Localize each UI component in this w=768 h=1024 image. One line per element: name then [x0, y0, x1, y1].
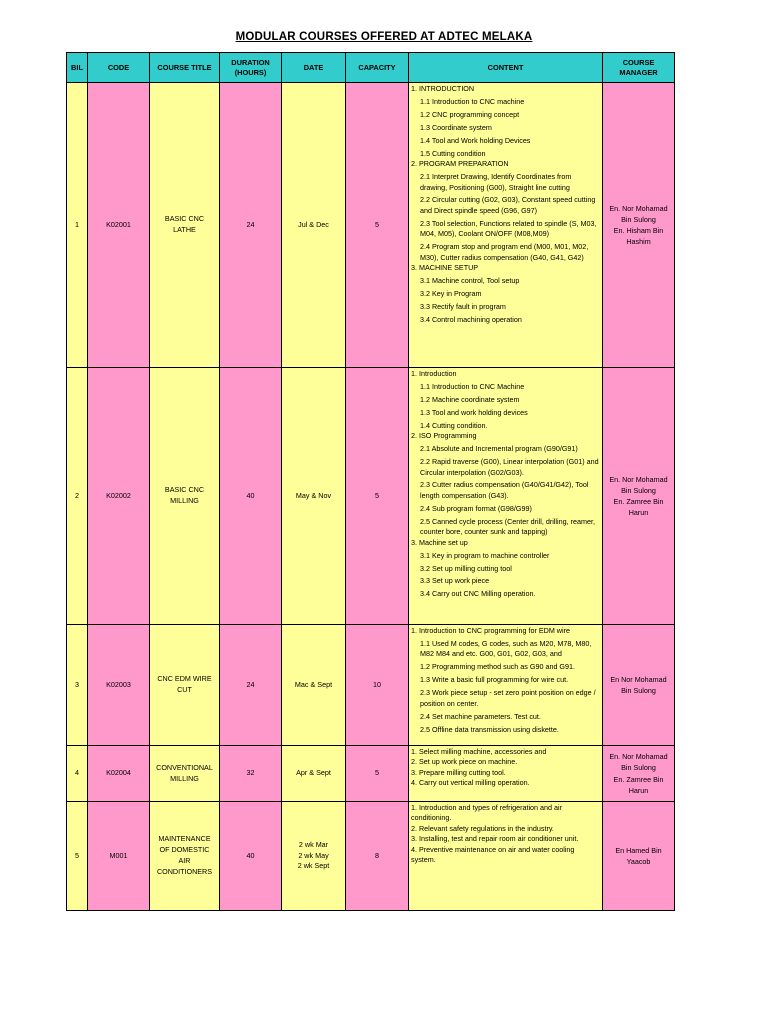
cell-course-manager	[603, 625, 675, 746]
table-row	[67, 746, 675, 802]
content-item: 1.1 Introduction to CNC Machine	[420, 381, 525, 391]
table-row	[67, 802, 675, 911]
cell-course-manager	[603, 83, 675, 368]
content-item: 1. Select milling machine, accessories and	[411, 747, 547, 756]
content-item: 2.3 Tool selection, Functions related to spindle (S, M03, M04, M05), Coolant ON/OFF (M08,M09)	[420, 218, 597, 239]
cell-duration: 24	[220, 625, 282, 746]
cell-course-manager	[603, 802, 675, 911]
manager-line: En. Hisham Bin	[613, 226, 664, 235]
cell-content	[409, 625, 603, 746]
cell-bil: 1	[67, 83, 88, 368]
content-item: 1. INTRODUCTION	[411, 84, 475, 93]
content-item: 2.1 Absolute and Incremental program (G90/G91)	[420, 444, 578, 454]
manager-line: En. Nor Mohamad	[609, 203, 668, 213]
content-item: 3.4 Control machining operation	[420, 314, 522, 324]
cell-date	[282, 368, 346, 625]
cell-date	[282, 625, 346, 746]
content-item: 2.4 Program stop and program end (M00, M01, M02, M30), Cutter radius compensation (G40, G41, G42)	[420, 242, 589, 262]
content-item: 4. Preventive maintenance on air and water cooling system.	[411, 844, 575, 865]
content-item: 1. Introduction and types of refrigeration and air conditioning.	[411, 803, 563, 823]
manager-line: En Hamed Bin	[615, 845, 662, 855]
cell-duration: 40	[220, 368, 282, 625]
content-item: 2.3 Work piece setup - set zero point position on edge / position on center.	[420, 688, 596, 708]
cell-course-title: BASIC CNC LATHE	[150, 83, 220, 368]
manager-line: Bin Sulong	[621, 763, 656, 773]
cell-bil: 4	[67, 746, 88, 802]
date-line: Apr & Sept	[296, 768, 331, 778]
cell-duration: 24	[220, 83, 282, 368]
header-content: CONTENT	[409, 53, 603, 83]
cell-content	[409, 368, 603, 625]
table-row	[67, 368, 675, 625]
header-course-manager: COURSE MANAGER	[603, 53, 675, 83]
content-item: 2.5 Offline data transmission using diskette.	[420, 724, 559, 734]
cell-capacity: 8	[346, 802, 409, 911]
date-line: 2 wk Mar	[298, 840, 329, 850]
date-line: Jul & Dec	[298, 219, 329, 229]
content-item: 1.3 Coordinate system	[420, 122, 492, 132]
content-item: 1. Introduction to CNC programming for EDM wire	[411, 626, 570, 635]
header-bil: BIL	[67, 53, 88, 83]
cell-code: K02001	[88, 83, 150, 368]
content-item: 3.1 Key in program to machine controller	[420, 550, 550, 560]
table-body	[67, 83, 675, 911]
manager-line: Yaacob	[626, 857, 651, 866]
content-item: 3.4 Carry out CNC Milling operation.	[420, 589, 536, 599]
table-row	[67, 83, 675, 368]
date-line: May & Nov	[295, 490, 332, 500]
cell-course-title: CONVENTIONAL MILLING	[150, 746, 220, 802]
cell-content	[409, 802, 603, 911]
header-date: DATE	[282, 53, 346, 83]
manager-line: En. Zamree Bin	[613, 497, 664, 506]
content-item: 1.3 Tool and work holding devices	[420, 407, 528, 417]
header-row	[67, 53, 675, 83]
manager-line: Bin Sulong	[621, 485, 656, 495]
cell-code: K02004	[88, 746, 150, 802]
manager-line: Hashim	[626, 237, 651, 247]
cell-course-manager	[603, 746, 675, 802]
content-item: 2.4 Set machine parameters. Test cut.	[420, 711, 541, 721]
cell-content	[409, 746, 603, 802]
content-item: 1.2 Machine coordinate system	[420, 394, 520, 404]
content-item: 3. Installing, test and repair room air conditioner unit.	[411, 834, 579, 844]
content-item: 2. Relevant safety regulations in the industry.	[411, 823, 554, 833]
content-item: 3.1 Machine control, Tool setup	[420, 276, 520, 285]
content-item: 1.2 CNC programming concept	[420, 109, 520, 119]
cell-date	[282, 83, 346, 368]
content-item: 1.4 Cutting condition.	[420, 420, 488, 430]
manager-line: Harun	[628, 785, 649, 795]
cell-capacity: 5	[346, 368, 409, 625]
page-title: MODULAR COURSES OFFERED AT ADTEC MELAKA	[235, 31, 533, 43]
cell-course-title: CNC EDM WIRE CUT	[150, 625, 220, 746]
content-item: 3.2 Set up milling cutting tool	[420, 563, 512, 573]
header-duration: DURATION (HOURS)	[220, 53, 282, 83]
manager-line: Bin Sulong	[621, 214, 656, 224]
content-item: 2. PROGRAM PREPARATION	[411, 159, 509, 169]
content-item: 1. Introduction	[411, 369, 457, 378]
courses-table	[66, 52, 675, 911]
content-item: 3. Prepare milling cutting tool.	[411, 767, 506, 777]
cell-date	[282, 802, 346, 911]
cell-course-title: BASIC CNC MILLING	[150, 368, 220, 625]
cell-bil: 5	[67, 802, 88, 911]
header-course-title: COURSE TITLE	[150, 53, 220, 83]
cell-duration: 40	[220, 802, 282, 911]
content-item: 1.1 Used M codes, G codes, such as M20, M78, M80, M82 M84 and etc. G00, G01, G02, G03, and	[420, 638, 592, 659]
content-item: 2.4 Sub program format (G98/G99)	[420, 503, 532, 513]
cell-capacity: 5	[346, 746, 409, 802]
content-item: 1.1 Introduction to CNC machine	[420, 96, 525, 106]
table-row	[67, 625, 675, 746]
content-item: 4. Carry out vertical milling operation.	[411, 778, 530, 788]
content-item: 3. MACHINE SETUP	[411, 263, 479, 273]
cell-code: M001	[88, 802, 150, 911]
cell-bil: 3	[67, 625, 88, 746]
content-item: 1.4 Tool and Work holding Devices	[420, 135, 531, 145]
content-item: 3.2 Key in Program	[420, 288, 482, 298]
content-item: 2.2 Rapid traverse (G00), Linear interpolation (G01) and Circular interpolation (G02/G03).	[420, 457, 599, 477]
cell-bil: 2	[67, 368, 88, 625]
cell-code: K02002	[88, 368, 150, 625]
date-line: Mac & Sept	[294, 679, 333, 689]
cell-capacity: 10	[346, 625, 409, 746]
header-capacity: CAPACITY	[346, 53, 409, 83]
content-item: 1.2 Programming method such as G90 and G91.	[420, 662, 576, 672]
cell-course-title: MAINTENANCE OF DOMESTIC AIR CONDITIONERS	[150, 802, 220, 911]
cell-course-manager	[603, 368, 675, 625]
manager-line: Harun	[628, 508, 649, 518]
content-item: 1.5 Cutting condition	[420, 148, 486, 158]
cell-capacity: 5	[346, 83, 409, 368]
manager-line: En. Zamree Bin	[613, 774, 664, 784]
manager-line: En. Nor Mohamad	[609, 474, 668, 484]
manager-line: En Nor Mohamad	[610, 674, 667, 684]
cell-content	[409, 83, 603, 368]
content-item: 2.1 Interpret Drawing, Identify Coordinates from drawing, Positioning (G00), Straight line cutting	[420, 172, 572, 192]
content-item: 1.3 Write a basic full programming for wire cut.	[420, 675, 569, 685]
content-item: 3.3 Set up work piece	[420, 576, 490, 586]
cell-duration: 32	[220, 746, 282, 802]
manager-line: Bin Sulong	[621, 686, 656, 695]
content-item: 2.5 Canned cycle process (Center drill, drilling, reamer, counter bore, counter sunk and tapping)	[420, 516, 595, 537]
content-item: 3.3 Rectify fault in program	[420, 301, 506, 311]
content-item: 2.2 Circular cutting (G02, G03), Constant speed cutting and Direct spindle speed (G96, G97)	[420, 195, 596, 215]
header-code: CODE	[88, 53, 150, 83]
cell-date	[282, 746, 346, 802]
content-item: 2. ISO Programming	[411, 431, 477, 441]
manager-line: En. Nor Mohamad	[609, 752, 668, 762]
content-item: 2. Set up work piece on machine.	[411, 757, 518, 767]
date-line: 2 wk Sept	[297, 861, 330, 871]
cell-code: K02003	[88, 625, 150, 746]
content-item: 3. Machine set up	[411, 537, 468, 547]
date-line: 2 wk May	[298, 850, 329, 860]
content-item: 2.3 Cutter radius compensation (G40/G41/G42), Tool length compensation (G43).	[420, 480, 589, 500]
